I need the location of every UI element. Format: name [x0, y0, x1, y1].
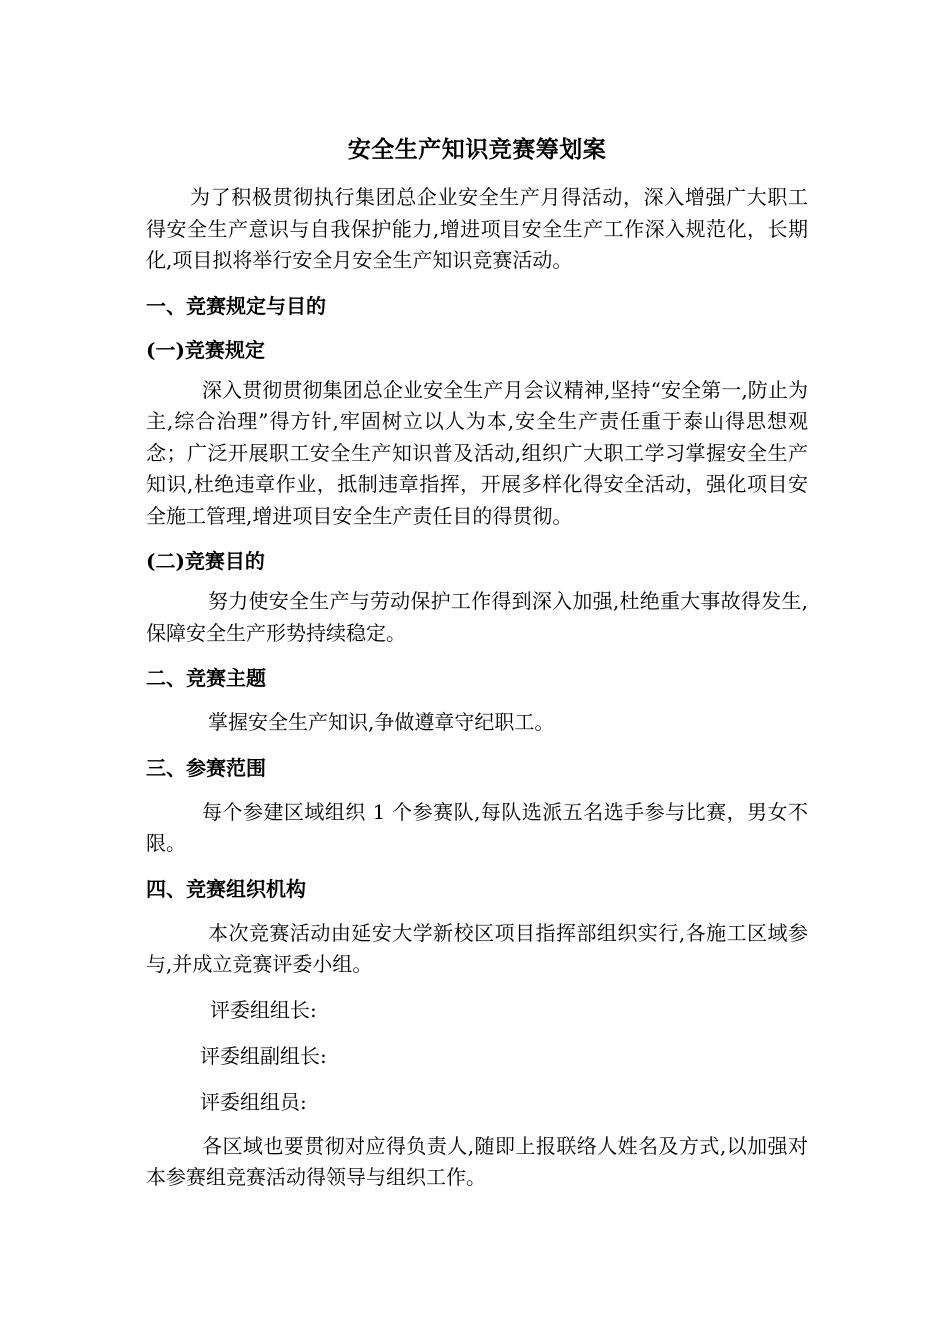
jury-deputy-line: 评委组副组长:	[200, 1043, 327, 1068]
subsection-heading-goals: (二)竞赛目的	[146, 549, 265, 573]
organization-paragraph: 本次竞赛活动由延安大学新校区项目指挥部组织实行,各施工区域参与,并成立竞赛评委小组。	[146, 920, 808, 976]
subsection-heading-requirements: (一)竞赛规定	[146, 337, 265, 362]
goals-paragraph: 努力使安全生产与劳动保护工作得到深入加强,杜绝重大事故得发生,保障安全生产形势持续稳定。	[146, 589, 808, 645]
intro-paragraph: 为了积极贯彻执行集团总企业安全生产月得活动，深入增强广大职工得安全生产意识与自我保护能力,增进项目安全生产工作深入规范化，长期化,项目拟将举行安全月安全生产知识竞赛活动。	[146, 185, 808, 272]
jury-member-line: 评委组组员:	[200, 1089, 307, 1114]
section-heading-4: 四、竞赛组织机构	[146, 876, 306, 901]
document-page	[146, 130, 808, 1194]
document-title: 安全生产知识竞赛筹划案	[347, 136, 607, 163]
section-heading-1: 一、竞赛规定与目的	[146, 293, 326, 318]
theme-paragraph: 掌握安全生产知识,争做遵章守纪职工。	[208, 710, 555, 734]
section-heading-3: 三、参赛范围	[146, 755, 266, 780]
closing-paragraph: 各区域也要贯彻对应得负责人,随即上报联络人姓名及方式,以加强对本参赛组竞赛活动得领导与组织工作。	[146, 1133, 808, 1189]
scope-paragraph: 每个参建区域组织 1 个参赛队,每队选派五名选手参与比赛，男女不限。	[146, 799, 808, 855]
jury-leader-line: 评委组组长:	[210, 997, 317, 1022]
section-heading-2: 二、竞赛主题	[146, 666, 266, 690]
requirements-paragraph: 深入贯彻贯彻集团总企业安全生产月会议精神,坚持“安全第一,防止为主,综合治理”得方针,牢固树立以人为本,安全生产责任重于泰山得思想观念；广泛开展职工安全生产知识普及活动,组织广大职工学习掌握安全生产知识,杜绝违章作业，抵制违章指挥，开展多样化得安全活动，强化项目安全施工管理,增进项目安全生产责任目的得贯彻。	[146, 377, 808, 528]
